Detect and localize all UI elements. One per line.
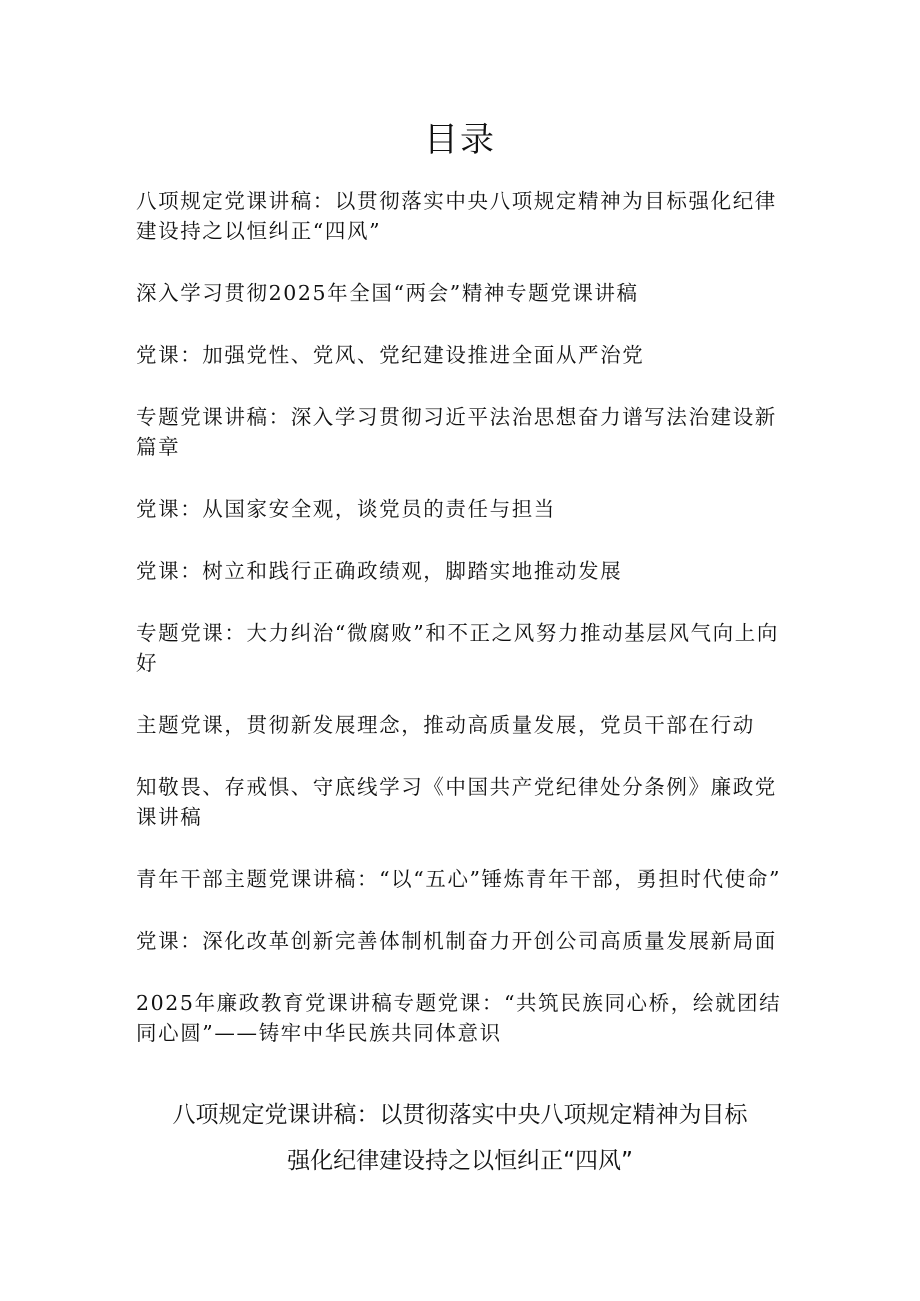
toc-item[interactable]: 党课：加强党性、党风、党纪建设推进全面从严治党 [136,343,645,367]
toc-item[interactable]: 八项规定党课讲稿：以贯彻落实中央八项规定精神为目标强化纪律建设持之以恒纠正“四风” [136,189,777,243]
article-title [0,1092,920,1184]
toc-item[interactable]: 青年干部主题党课讲稿：“以“五心”锤炼青年干部，勇担时代使命” [136,867,782,891]
article-title-line-2: 强化纪律建设持之以恒纠正“四风” [287,1148,633,1174]
toc-item[interactable]: 专题党课：大力纠治“微腐败”和不正之风努力推动基层风气向上向好 [136,621,779,675]
article-title-line-1: 八项规定党课讲稿：以贯彻落实中央八项规定精神为目标 [172,1102,748,1128]
toc-item[interactable]: 专题党课讲稿：深入学习贯彻习近平法治思想奋力谱写法治建设新篇章 [136,405,777,459]
toc-item[interactable]: 党课：从国家安全观，谈党员的责任与担当 [136,497,556,521]
toc-item[interactable]: 2025年廉政教育党课讲稿专题党课：“共筑民族同心桥，绘就团结同心圆”——铸牢中华民族共同体意识 [136,991,782,1045]
toc-item[interactable]: 党课：树立和践行正确政绩观，脚踏实地推动发展 [136,559,623,583]
toc-title: 目录 [424,120,496,160]
toc-list [136,186,796,1080]
toc-item[interactable]: 知敬畏、存戒惧、守底线学习《中国共产党纪律处分条例》廉政党课讲稿 [136,775,777,829]
toc-item[interactable]: 党课：深化改革创新完善体制机制奋力开创公司高质量发展新局面 [136,929,777,953]
toc-item[interactable]: 深入学习贯彻2025年全国“两会”精神专题党课讲稿 [136,281,639,305]
toc-item[interactable]: 主题党课，贯彻新发展理念，推动高质量发展，党员干部在行动 [136,713,755,737]
